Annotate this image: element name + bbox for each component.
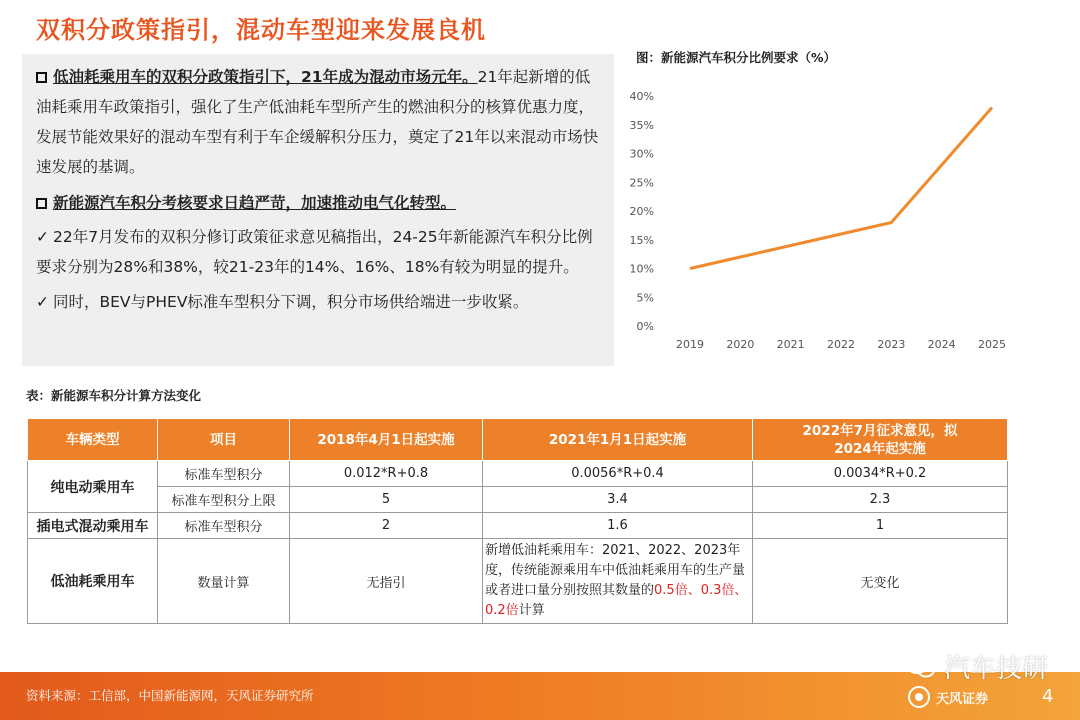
bullet-1 — [36, 62, 600, 182]
x-tick-label: 2022 — [827, 338, 855, 351]
y-tick-label: 0% — [636, 320, 654, 333]
cell-2024: 1 — [753, 513, 1008, 539]
x-tick-label: 2021 — [776, 338, 805, 351]
header-item: 项目 — [158, 419, 290, 461]
cell-2018: 无指引 — [290, 539, 483, 624]
cell-item: 标准车型积分上限 — [158, 487, 290, 513]
watermark — [906, 648, 1048, 685]
cell-2018: 2 — [290, 513, 483, 539]
cell-2024: 0.0034*R+0.2 — [753, 461, 1008, 487]
header-2024: 2022年7月征求意见，拟2024年起实施 — [753, 419, 1008, 461]
cell-item: 标准车型积分 — [158, 461, 290, 487]
square-bullet-icon — [36, 198, 47, 209]
category-low-fuel: 低油耗乘用车 — [28, 539, 158, 624]
bullet-1-heading: 低油耗乘用车的双积分政策指引下，21年成为混动市场元年。 — [53, 68, 478, 86]
bullet-1-text: 21年起新增的低油耗乘用车政策指引，强化了生产低油耗车型所产生的燃油积分的核算优惠力度，发展节能效果好的混动车型有利于车企缓解积分压力，奠定了21年以来混动市场快速发展的基调。 — [36, 68, 599, 176]
table-row — [28, 539, 1008, 624]
page-title: 双积分政策指引，混动车型迎来发展良机 — [36, 16, 486, 44]
logo-text: 天风证券 — [936, 691, 989, 707]
header-2018: 2018年4月1日起实施 — [290, 419, 483, 461]
y-tick-label: 35% — [629, 118, 654, 132]
wechat-icon — [906, 655, 936, 679]
header-vehicle-type: 车辆类型 — [28, 419, 158, 461]
logo-mark-icon — [908, 686, 930, 708]
table-row — [28, 461, 1008, 487]
table-row — [28, 487, 1008, 513]
series-line — [690, 108, 992, 269]
category-bev: 纯电动乘用车 — [28, 461, 158, 513]
x-tick-label: 2019 — [676, 338, 704, 351]
table-row — [28, 513, 1008, 539]
category-phev: 插电式混动乘用车 — [28, 513, 158, 539]
table-header-row — [28, 419, 1008, 461]
page-number: 4 — [1042, 686, 1054, 707]
bullet-2-heading: 新能源汽车积分考核要求日趋严苛，加速推动电气化转型。 — [53, 194, 457, 212]
watermark-text: 汽车技研 — [944, 654, 1049, 684]
y-tick-label: 20% — [629, 205, 654, 218]
y-tick-label: 15% — [629, 233, 654, 247]
credit-table — [27, 418, 1008, 624]
bullet-4-text: 同时，BEV与PHEV标准车型积分下调，积分市场供给端进一步收紧。 — [53, 293, 529, 311]
cell-2024: 无变化 — [753, 539, 1008, 624]
bullet-2 — [36, 188, 600, 218]
cell-item: 数量计算 — [158, 539, 290, 624]
bullet-3 — [36, 222, 600, 282]
x-tick-label: 2025 — [978, 338, 1006, 351]
cell-2021-text: 新增低油耗乘用车：2021、2022、2023年度，传统能源乘用车中低油耗乘用车的生产量或者进口量分别按照其数量的 — [485, 543, 746, 598]
bullet-3-text: 22年7月发布的双积分修订政策征求意见稿指出，24-25年新能源汽车积分比例要求分别为28%和38%，较21-23年的14%、16%、18%有较为明显的提升。 — [36, 228, 593, 276]
x-tick-label: 2024 — [927, 338, 956, 351]
y-tick-label: 25% — [629, 176, 654, 190]
line-chart — [622, 82, 1006, 362]
summary-box — [22, 54, 614, 366]
cell-item: 标准车型积分 — [158, 513, 290, 539]
y-tick-label: 30% — [629, 147, 654, 161]
cell-2021 — [483, 539, 753, 624]
company-logo — [908, 686, 988, 708]
y-tick-label: 5% — [636, 291, 654, 305]
y-tick-label: 10% — [629, 262, 654, 276]
cell-2021: 3.4 — [483, 487, 753, 513]
source-note: 资料来源：工信部，中国新能源网，天风证券研究所 — [26, 688, 314, 703]
y-tick-label: 40% — [629, 90, 654, 103]
cell-2018: 5 — [290, 487, 483, 513]
cell-2021-tail: 计算 — [518, 603, 545, 618]
x-tick-label: 2023 — [877, 338, 906, 351]
chart-title: 图：新能源汽车积分比例要求（%） — [636, 50, 837, 65]
cell-2018: 0.012*R+0.8 — [290, 461, 483, 487]
check-icon: ✓ — [36, 293, 49, 311]
header-2021: 2021年1月1日起实施 — [483, 419, 753, 461]
bullet-4 — [36, 287, 600, 317]
cell-2024: 2.3 — [753, 487, 1008, 513]
x-tick-label: 2020 — [726, 338, 755, 351]
table-title: 表：新能源车积分计算方法变化 — [26, 388, 202, 403]
cell-2021: 0.0056*R+0.4 — [483, 461, 753, 487]
cell-2021-highlight: 0.5倍、0.3倍、0.2倍 — [485, 583, 748, 618]
square-bullet-icon — [36, 72, 47, 83]
check-icon: ✓ — [36, 228, 49, 246]
cell-2021: 1.6 — [483, 513, 753, 539]
